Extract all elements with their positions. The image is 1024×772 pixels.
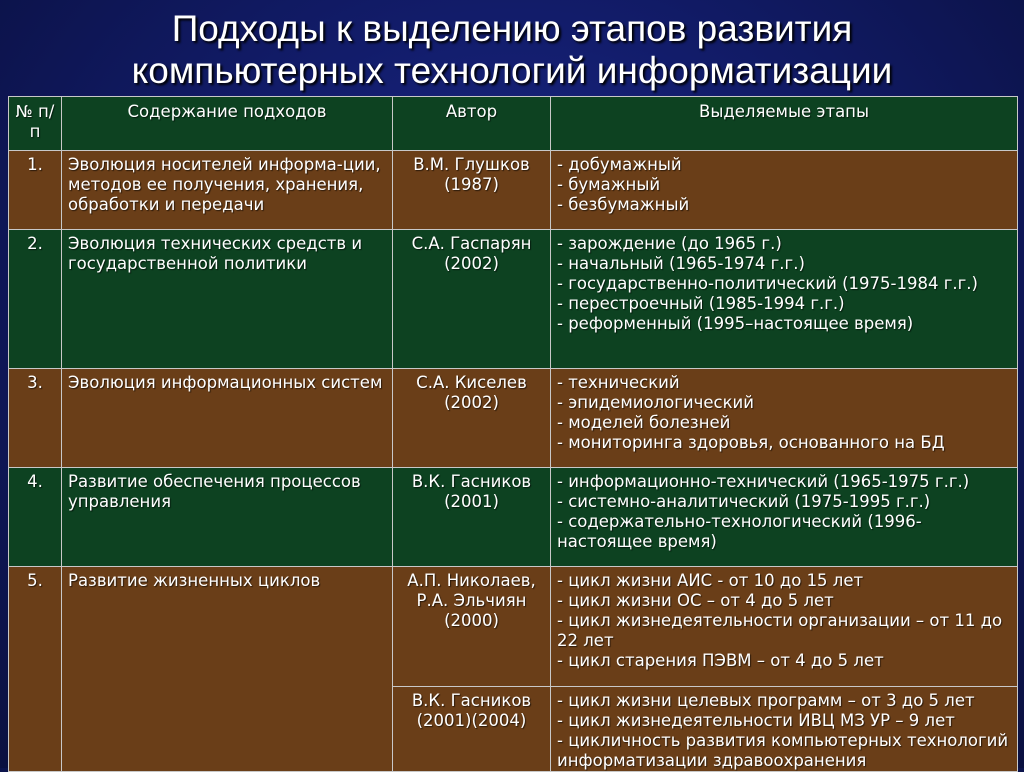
header-content: Содержание подходов [62, 97, 393, 151]
table-row [9, 468, 1018, 567]
title-line-1: Подходы к выделению этапов развития [171, 8, 853, 49]
row-content: Эволюция технических средств и государственной политики [62, 230, 393, 369]
row-author: В.М. Глушков (1987) [393, 151, 551, 230]
stage-item: - зарождение (до 1965 г.) [557, 234, 782, 253]
table-row [9, 369, 1018, 468]
slide-title [0, 8, 1024, 92]
stage-item: - бумажный [557, 175, 661, 194]
stage-item: - государственно-политический (1975-1984 г.г.) [557, 274, 978, 293]
title-line-2: компьютерных технологий информатизации [131, 50, 893, 91]
header-num: № п/п [9, 97, 62, 151]
table-row [9, 567, 1018, 687]
row-stages [551, 687, 1018, 772]
stage-item: - системно-аналитический (1975-1995 г.г.) [557, 492, 931, 511]
row-stages [551, 151, 1018, 230]
row-number: 3. [9, 369, 62, 468]
stage-item: - цикл жизнедеятельности ИВЦ МЗ УР – 9 лет [557, 711, 955, 730]
table-header-row [9, 97, 1018, 151]
stage-item: - моделей болезней [557, 413, 731, 432]
row-number: 1. [9, 151, 62, 230]
table-row [9, 151, 1018, 230]
stage-item: - цикл жизни АИС - от 10 до 15 лет [557, 571, 864, 590]
table-row [9, 230, 1018, 369]
row-number: 5. [9, 567, 62, 772]
header-stages: Выделяемые этапы [551, 97, 1018, 151]
stage-item: - реформенный (1995–настоящее время) [557, 314, 914, 333]
row-author: С.А. Гаспарян (2002) [393, 230, 551, 369]
row-number: 2. [9, 230, 62, 369]
stage-item: - цикличность развития компьютерных технологий информатизации здравоохранения [557, 731, 1009, 770]
stage-item: - безбумажный [557, 195, 690, 214]
stage-item: - перестроечный (1985-1994 г.г.) [557, 294, 845, 313]
stage-item: - цикл жизни ОС – от 4 до 5 лет [557, 591, 834, 610]
row-content: Развитие обеспечения процессов управления [62, 468, 393, 567]
stage-item: - мониторинга здоровья, основанного на БД [557, 433, 945, 452]
stage-item: - содержательно-технологический (1996-настоящее время) [557, 512, 922, 551]
row-author: В.К. Гасников (2001) [393, 468, 551, 567]
stage-item: - цикл жизнедеятельности организации – от 11 до 22 лет [557, 611, 1003, 650]
row-content: Эволюция носителей информа-ции, методов ее получения, хранения, обработки и передачи [62, 151, 393, 230]
row-stages [551, 468, 1018, 567]
row-content: Эволюция информационных систем [62, 369, 393, 468]
stage-item: - технический [557, 373, 680, 392]
row-stages [551, 230, 1018, 369]
row-stages [551, 567, 1018, 687]
header-author: Автор [393, 97, 551, 151]
stage-item: - информационно-технический (1965-1975 г.г.) [557, 472, 970, 491]
row-author: В.К. Гасников (2001)(2004) [393, 687, 551, 772]
stage-item: - добумажный [557, 155, 682, 174]
row-content: Развитие жизненных циклов [62, 567, 393, 772]
stage-item: - цикл жизни целевых программ – от 3 до 5 лет [557, 691, 975, 710]
stage-item: - начальный (1965-1974 г.г.) [557, 254, 805, 273]
approaches-table [8, 96, 1018, 772]
stage-item: - цикл старения ПЭВМ – от 4 до 5 лет [557, 651, 884, 670]
row-author: А.П. Николаев, Р.А. Эльчиян (2000) [393, 567, 551, 687]
row-number: 4. [9, 468, 62, 567]
row-author: С.А. Киселев (2002) [393, 369, 551, 468]
row-stages [551, 369, 1018, 468]
stage-item: - эпидемиологический [557, 393, 755, 412]
